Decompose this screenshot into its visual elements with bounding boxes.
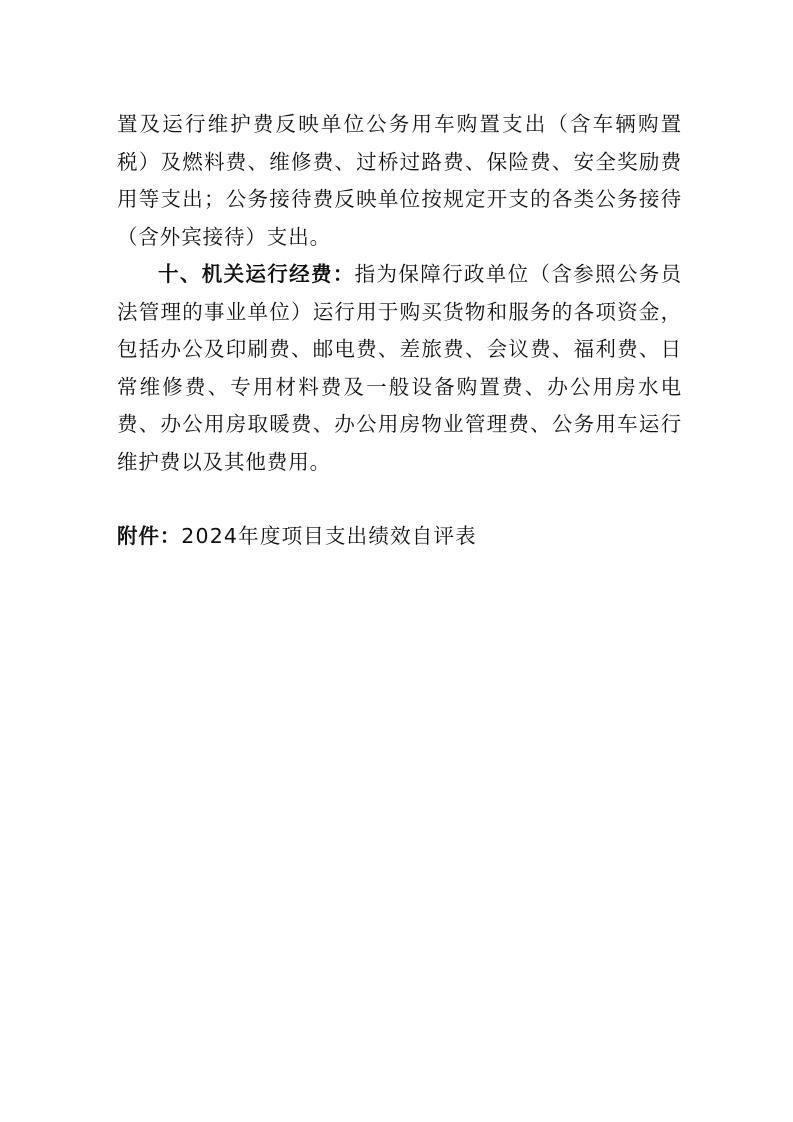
section-heading: 十、机关运行经费： xyxy=(158,262,355,286)
attachment-label: 附件： xyxy=(117,524,182,548)
paragraph-agency-operating-expenses xyxy=(117,256,682,481)
attachment-line xyxy=(117,518,682,556)
paragraph-text: 指为保障行政单位（含参照公务员法管理的事业单位）运行用于购买货物和服务的各项资金，包括办公及印刷费、邮电费、差旅费、会议费、福利费、日常维修费、专用材料费及一般设备购置费、办公用房水电费、办公用房取暖费、办公用房物业管理费、公务用车运行维护费以及其他费用。 xyxy=(117,262,682,474)
paragraph-vehicle-and-reception-expenses xyxy=(117,106,682,256)
paragraph-text: 置及运行维护费反映单位公务用车购置支出（含车辆购置税）及燃料费、维修费、过桥过路费、保险费、安全奖励费用等支出；公务接待费反映单位按规定开支的各类公务接待（含外宾接待）支出。 xyxy=(117,112,682,249)
attachment-title: 2024年度项目支出绩效自评表 xyxy=(181,524,477,548)
